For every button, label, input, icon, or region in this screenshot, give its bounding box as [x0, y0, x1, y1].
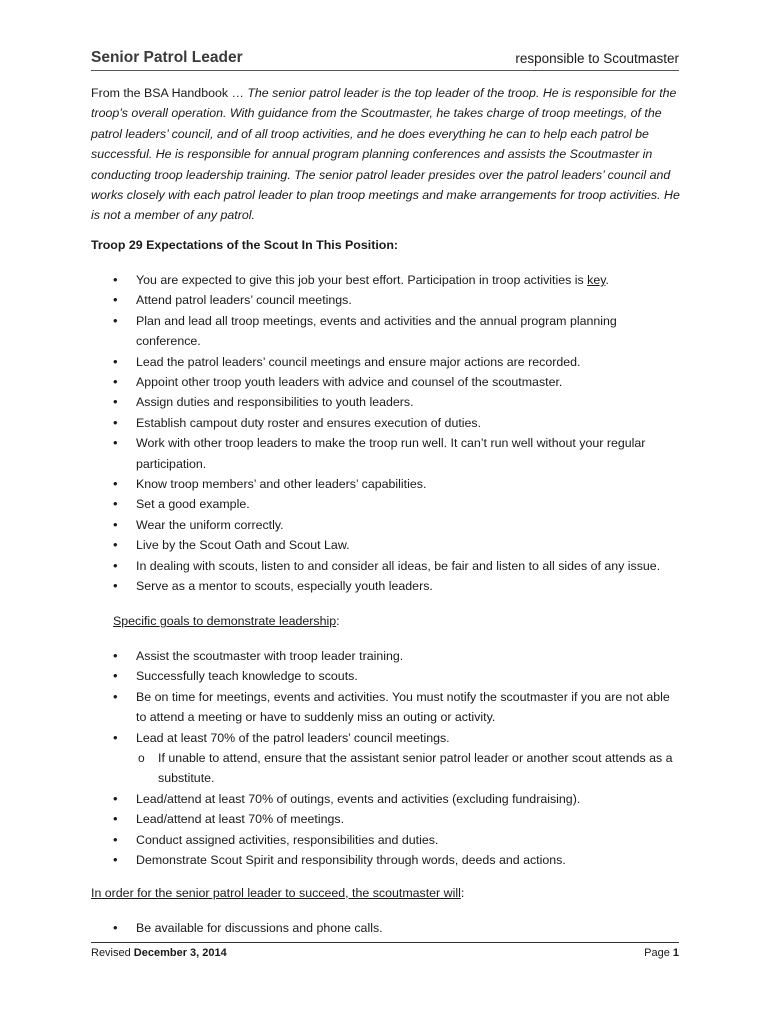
list-item: • Work with other troop leaders to make the troop run well. It can’t run well without your regular participation. — [91, 433, 681, 474]
list-item: • Assist the scoutmaster with troop leader training. — [91, 646, 681, 666]
goals-list — [91, 646, 681, 870]
list-item: • Lead the patrol leaders’ council meetings and ensure major actions are recorded. — [91, 352, 681, 372]
intro-paragraph — [91, 83, 681, 226]
list-item — [91, 728, 681, 789]
list-item: • Demonstrate Scout Spirit and responsibility through words, deeds and actions. — [91, 850, 681, 870]
list-item: • Plan and lead all troop meetings, events and activities and the annual program planning conference. — [91, 311, 681, 352]
page-number — [644, 947, 679, 959]
list-item: • Assign duties and responsibilities to youth leaders. — [91, 392, 681, 412]
intro-lead: From the BSA Handbook … — [91, 86, 248, 100]
page-number-value: 1 — [672, 947, 679, 959]
list-item: • In dealing with scouts, listen to and consider all ideas, be fair and listen to all sides of any issue. — [91, 556, 681, 576]
goals-heading — [113, 614, 340, 628]
intro-body: The senior patrol leader is the top leader of the troop. He is responsible for the troop’s overall operation. With guidance from the Scoutmaster, he takes charge of troop meetings, of the patrol leaders’ council, and of all troop activities, and he does everything he can to help each patrol be successful. He is responsible for annual program planning conferences and assists the Scoutmaster in conducting troop leadership training. The senior patrol leader presides over the patrol leaders’ council and works closely with each patrol leader to plan troop meetings and make arrangements for troop activities. He is not a member of any patrol. — [91, 86, 680, 223]
list-item: • Conduct assigned activities, responsibilities and duties. — [91, 830, 681, 850]
page-footer — [91, 942, 679, 965]
list-item: • Attend patrol leaders’ council meetings. — [91, 290, 681, 310]
list-item: • Live by the Scout Oath and Scout Law. — [91, 535, 681, 555]
scoutmaster-heading-suffix: : — [460, 886, 465, 900]
expectations-list — [91, 270, 681, 597]
goals-heading-text: Specific goals to demonstrate leadership — [113, 614, 337, 628]
list-item-text: You are expected to give this job your best effort. Participation in troop activities is — [136, 273, 588, 287]
revised-date — [91, 947, 227, 959]
page-label: Page — [644, 947, 673, 959]
list-item-text: Lead at least 70% of the patrol leaders’ council meetings. — [136, 730, 450, 745]
list-item: • Know troop members’ and other leaders’ capabilities. — [91, 474, 681, 494]
list-item: • Establish campout duty roster and ensures execution of duties. — [91, 413, 681, 433]
list-item: • Set a good example. — [91, 494, 681, 514]
list-item: • Be on time for meetings, events and activities. You must notify the scoutmaster if you are not able to attend a meeting or have to suddenly miss an outing or activity. — [91, 687, 681, 728]
scoutmaster-heading-text: In order for the senior patrol leader to succeed, the scoutmaster will — [91, 886, 461, 900]
list-item: • Wear the uniform correctly. — [91, 515, 681, 535]
page-subtitle: responsible to Scoutmaster — [515, 51, 679, 66]
list-item: • Be available for discussions and phone calls. — [91, 918, 681, 938]
list-item: • Lead/attend at least 70% of outings, events and activities (excluding fundraising). — [91, 789, 681, 809]
key-word: key — [587, 273, 606, 287]
scoutmaster-heading — [91, 886, 464, 900]
scoutmaster-list — [91, 918, 681, 938]
list-item: • Appoint other troop youth leaders with advice and counsel of the scoutmaster. — [91, 372, 681, 392]
list-item — [91, 270, 681, 290]
expectations-heading: Troop 29 Expectations of the Scout In This Position: — [91, 238, 399, 252]
sub-list-item: o If unable to attend, ensure that the assistant senior patrol leader or another scout attends as a substitute. — [136, 748, 681, 789]
page-title: Senior Patrol Leader — [91, 49, 243, 66]
list-item: • Successfully teach knowledge to scouts. — [91, 666, 681, 686]
page-header — [91, 48, 679, 71]
list-item: • Serve as a mentor to scouts, especially youth leaders. — [91, 576, 681, 596]
list-item-end: . — [605, 273, 609, 287]
goals-sublist — [136, 748, 681, 789]
goals-heading-suffix: : — [336, 614, 340, 628]
revised-date-value: December 3, 2014 — [133, 947, 227, 959]
list-item: • Lead/attend at least 70% of meetings. — [91, 809, 681, 829]
revised-label: Revised — [91, 947, 134, 959]
